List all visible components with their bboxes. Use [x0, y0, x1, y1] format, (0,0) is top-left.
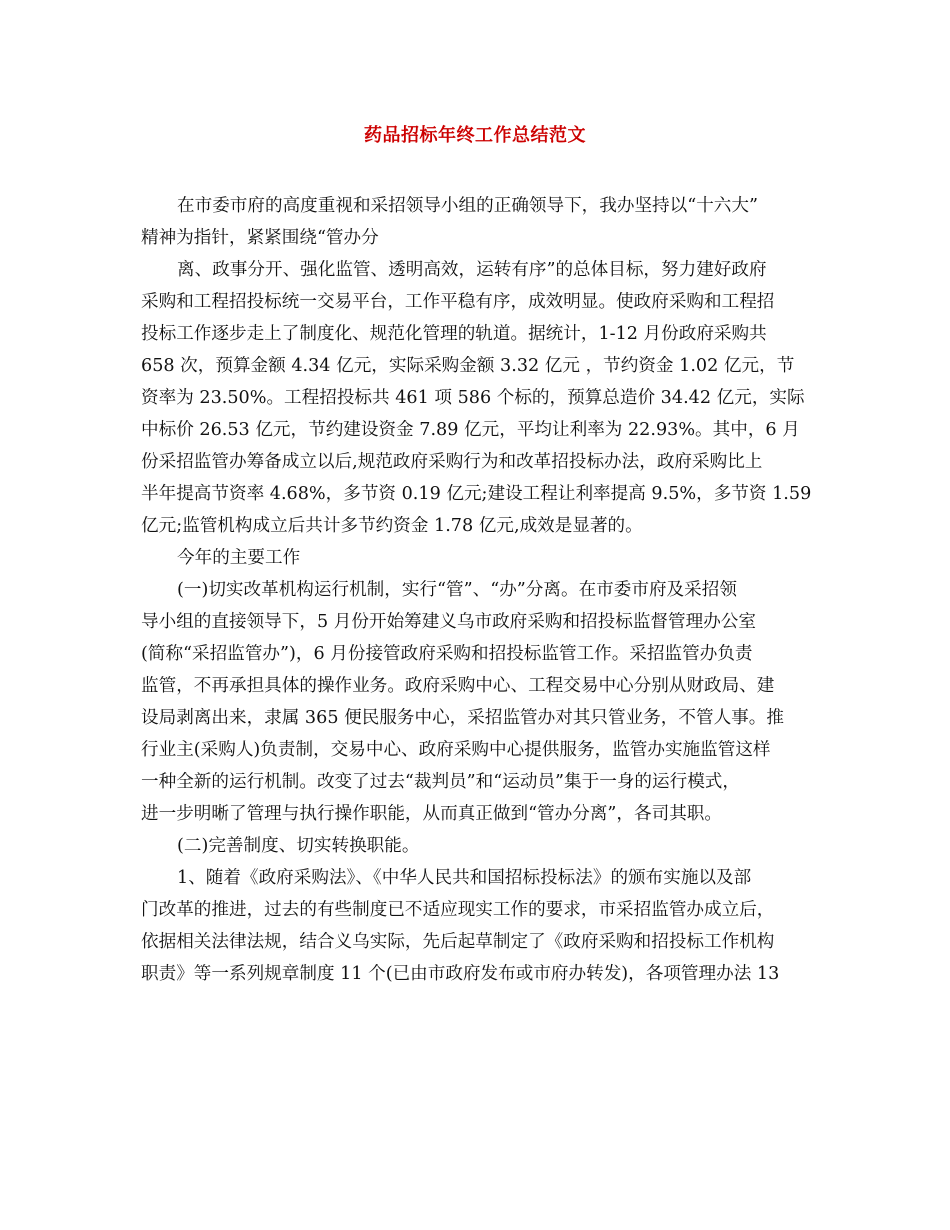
text-line: 亿元;监管机构成立后共计多节约资金 1.78 亿元,成效是显著的。 [141, 516, 643, 536]
text-line: 份采招监管办筹备成立以后,规范政府采购行为和改革招投标办法，政府采购比上 [141, 452, 763, 472]
text-line: 行业主(采购人)负责制，交易中心、政府采购中心提供服务，监管办实施监管这样 [141, 740, 771, 760]
text-line: 导小组的直接领导下，5 月份开始筹建义乌市政府采购和招投标监督管理办公室 [141, 612, 756, 632]
text-line: 采购和工程招投标统一交易平台，工作平稳有序，成效明显。使政府采购和工程招 [141, 292, 775, 312]
text-line: 今年的主要工作 [177, 548, 301, 568]
text-line: 监管，不再承担具体的操作业务。政府采购中心、工程交易中心分别从财政局、建 [141, 676, 775, 696]
text-line: 658 次，预算金额 4.34 亿元，实际采购金额 3.32 亿元 ，节约资金 1.02 亿元，节 [141, 356, 795, 376]
text-line: 精神为指针，紧紧围绕“管办分 [141, 228, 379, 248]
text-line: 资率为 23.50%。工程招投标共 461 项 586 个标的，预算总造价 34.42 亿元，实际 [141, 388, 805, 408]
text-line: 中标价 26.53 亿元，节约建设资金 7.89 亿元，平均让利率为 22.93%。其中，6 月 [141, 420, 800, 440]
text-line: 职责》等一系列规章制度 11 个(已由市政府发布或市府办转发)，各项管理办法 13 [141, 964, 780, 984]
text-line: (二)完善制度、切实转换职能。 [177, 836, 420, 856]
text-line: 进一步明晰了管理与执行操作职能，从而真正做到“管办分离”，各司其职。 [141, 804, 722, 824]
document-body [141, 190, 813, 990]
text-line: 一种全新的运行机制。改变了过去“裁判员”和“运动员”集于一身的运行模式， [141, 772, 740, 792]
text-line: 1、随着《政府采购法》、《中华人民共和国招标投标法》的颁布实施以及部 [177, 868, 752, 888]
text-line: 投标工作逐步走上了制度化、规范化管理的轨道。据统计，1-12 月份政府采购共 [141, 324, 767, 344]
text-line: 依据相关法律法规，结合义乌实际，先后起草制定了《政府采购和招投标工作机构 [141, 932, 775, 952]
text-line: 在市委市府的高度重视和采招领导小组的正确领导下，我办坚持以“十六大” [177, 196, 758, 216]
text-line: (简称“采招监管办”)，6 月份接管政府采购和招投标监管工作。采招监管办负责 [141, 644, 753, 664]
text-line: 离、政事分开、强化监管、透明高效，运转有序”的总体目标，努力建好政府 [177, 260, 767, 280]
text-line: 设局剥离出来，隶属 365 便民服务中心，采招监管办对其只管业务，不管人事。推 [141, 708, 784, 728]
document-title: 药品招标年终工作总结范文 [364, 125, 586, 146]
text-line: 门改革的推进，过去的有些制度已不适应现实工作的要求，市采招监管办成立后， [141, 900, 775, 920]
text-line: 半年提高节资率 4.68%，多节资 0.19 亿元;建设工程让利率提高 9.5%，多节资 1.59 [141, 484, 812, 504]
text-line: (一)切实改革机构运行机制，实行“管”、“办”分离。在市委市府及采招领 [177, 580, 737, 600]
